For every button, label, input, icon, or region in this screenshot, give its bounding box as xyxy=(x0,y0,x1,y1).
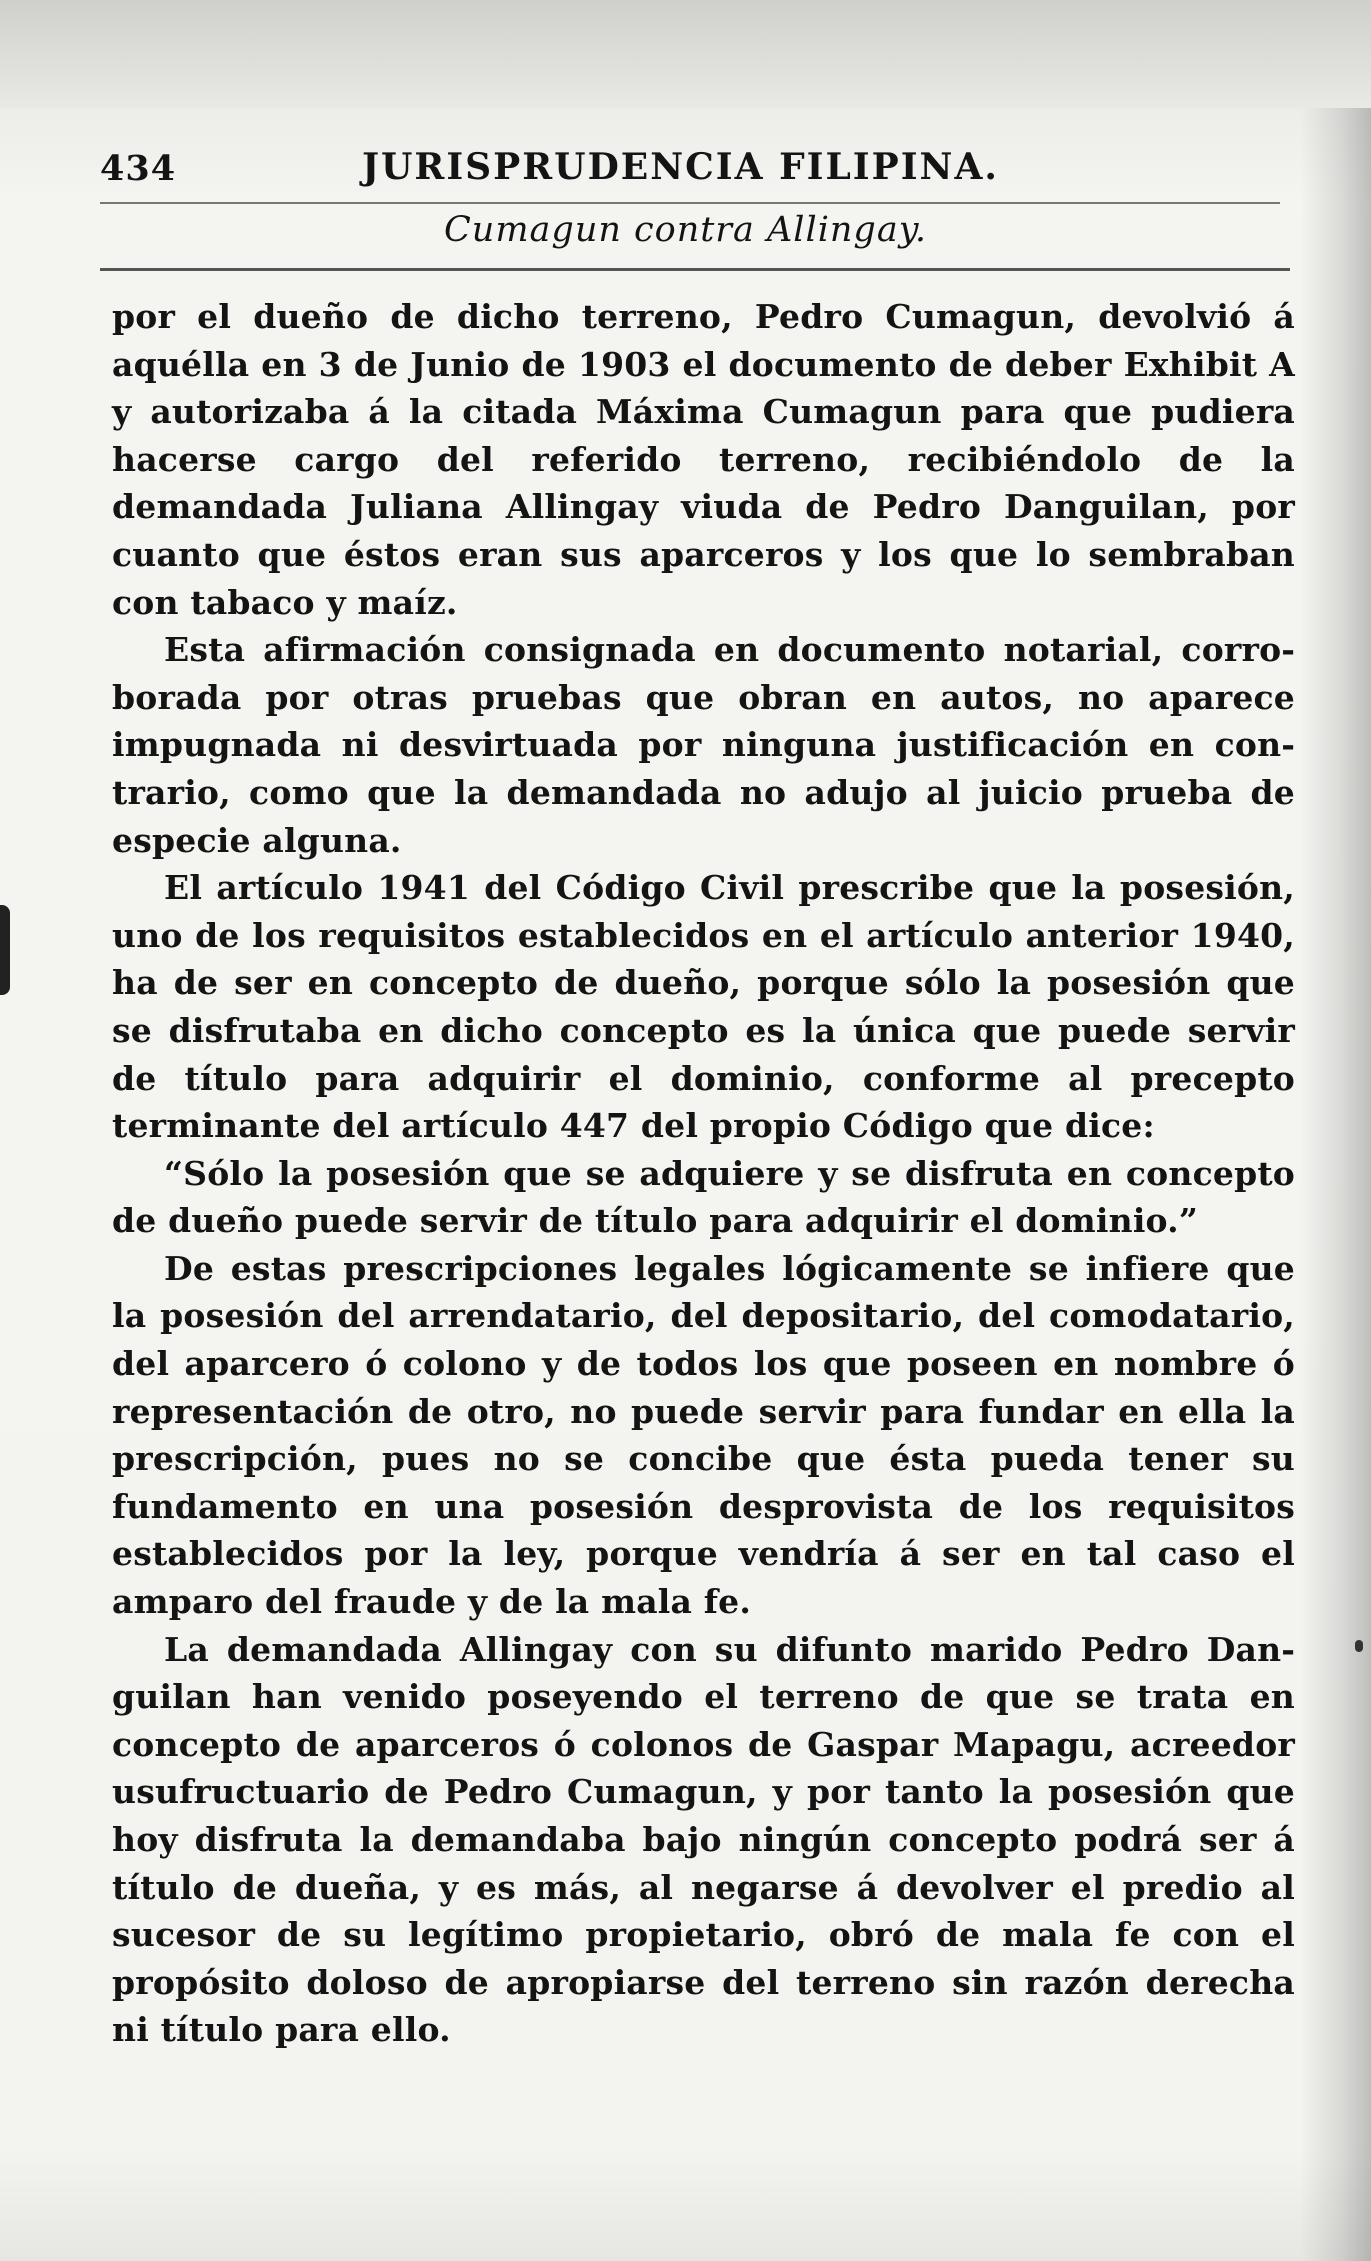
running-title: JURISPRUDENCIA FILIPINA. xyxy=(362,146,999,188)
paragraph: por el dueño de dicho terreno, Pedro Cumagun, devolvió á aquélla en 3 de Junio de 1903 el documento de deber Exhibit A y autorizaba á la citada Máxima Cumagun para que pudiera hacerse cargo del referido terreno, recibiéndolo de la demandada Juliana Allingay viuda de Pedro Danguilan, por cuanto que éstos eran sus aparceros y los que lo sembraban con tabaco y maíz. xyxy=(112,297,1295,622)
case-title-rule xyxy=(100,268,1290,271)
scan-blot xyxy=(0,905,10,995)
scan-speck xyxy=(1355,1640,1363,1652)
paragraph: De estas prescripciones legales lógicamente se infiere que la posesión del arrendatario, del depositario, del comodatario, del aparcero ó colono y de todos los que poseen en nombre ó representación de otro, no puede servir para fundar en ella la prescripción, pues no se concibe que ésta pueda tener su fundamento en una posesión desprovista de los requisitos establecidos por la ley, porque vendría á ser en tal caso el amparo del fraude y de la mala fe. xyxy=(112,1248,1295,1622)
paragraph: El artículo 1941 del Código Civil prescribe que la posesión, uno de los requisitos establecidos en el artículo anterior 1940, ha de ser en concepto de dueño, porque sólo la posesión que se disfrutaba en dicho concepto es la única que puede servir de título para adquirir el dominio, conforme al precepto terminante del artículo 447 del propio Código que dice: xyxy=(112,868,1295,1146)
quotation: “Sólo la posesión que se adquiere y se disfruta en concepto de dueño puede servir de título para adquirir el dominio.” xyxy=(112,1153,1295,1241)
case-title: Cumagun contra Allingay. xyxy=(444,210,927,250)
body-text xyxy=(112,293,1295,2054)
header-rule xyxy=(100,202,1280,204)
page-header xyxy=(100,148,1280,198)
page-number: 434 xyxy=(100,148,177,189)
paragraph: La demandada Allingay con su difunto marido Pedro Danguilan han venido poseyendo el terreno de que se trata en concepto de aparceros ó colonos de Gaspar Mapagu, acreedor usufructuario de Pedro Cumagun, y por tanto la posesión que hoy disfruta la demandaba bajo ningún concepto podrá ser á título de dueña, y es más, al negarse á devolver el predio al sucesor de su legítimo propietario, obró de mala fe con el propósito doloso de apropiarse del terreno sin razón derecha ni título para ello. xyxy=(112,1629,1295,2050)
page-edge-shadow xyxy=(0,0,1371,108)
paragraph: Esta afirmación consignada en documento notarial, corroborada por otras pruebas que obran en autos, no aparece impugnada ni desvirtuada por ninguna justificación en contrario, como que la demandada no adujo al juicio prueba de especie alguna. xyxy=(112,630,1295,860)
